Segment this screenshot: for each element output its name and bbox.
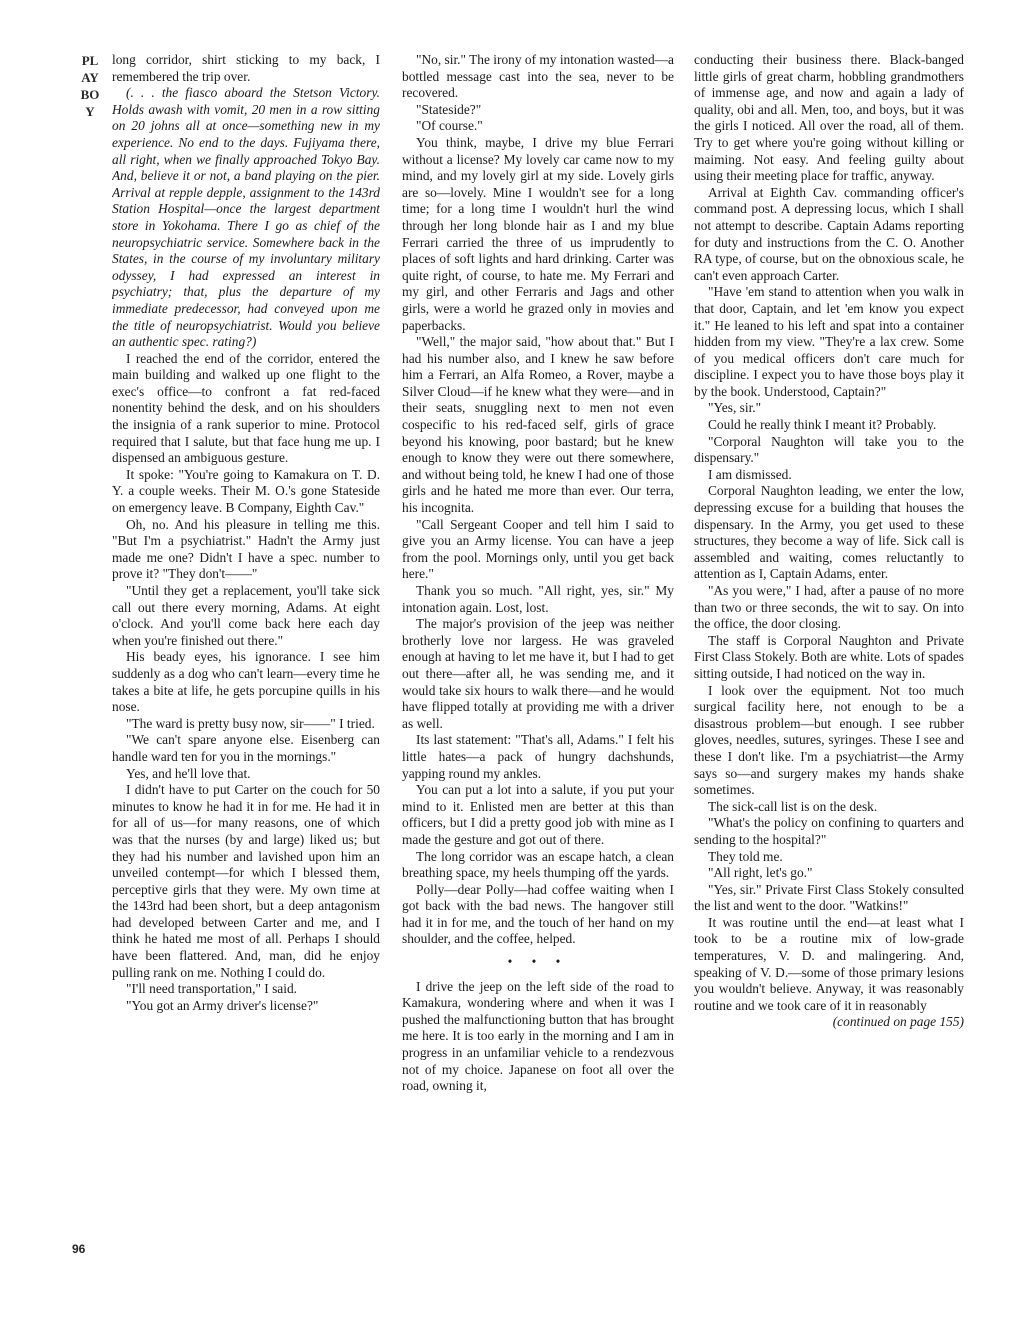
paragraph: "Call Sergeant Cooper and tell him I said to give you an Army license. You can have a jeep from the pool. Mornings only, until you get back here." [402,516,674,582]
masthead-vertical: PLAYBOY [80,53,100,119]
paragraph: "All right, let's go." [708,865,813,881]
paragraph: I reached the end of the corridor, entered the main building and walked up one flight to the exec's office—to confront a fat red-faced nonentity behind the desk, and on his shoulders the insignia of a rank superior to mine. Protocol required that I salute, but that face hung me up. I dispensed an ambiguous gesture. [112,350,380,466]
paragraph: Its last statement: "That's all, Adams." I felt his little hates—a pack of hungry dachshunds, yapping round my ankles. [402,732,674,781]
paragraph: conducting their business there. Black-banged little girls of great charm, hobbling grandmothers of immense age, and now and again a lady of quality, obi and all. Men, too, and boys, but it was the girls I noticed. All over the road, all of them. Try to get where you're going without killing or maiming. Not easy. And feeling guilty about using their meeting place for traffic, anyway. [694,52,964,184]
paragraph: Thank you so much. "All right, yes, sir." My intonation again. Lost, lost. [402,583,674,615]
paragraph: "I'll need transportation," I said. [126,981,298,997]
paragraph: The major's provision of the jeep was neither brotherly love nor largess. He was graveled enough at having to let me have it, but I had to get out there—after all, he was sending me, and it would take six hours to walk there—and he would have flipped totally at providing me with a driver as well. [402,616,674,731]
paragraph: "Corporal Naughton will take you to the dispensary." [694,433,964,466]
text-column-3 [694,52,964,1272]
paragraph: His beady eyes, his ignorance. I see him suddenly as a dog who can't learn—every time he takes a bite at life, he gets porcupine quills in his nose. [112,649,380,715]
paragraph: "Yes, sir." [708,400,762,416]
paragraph: (. . . the fiasco aboard the Stetson Victory. Holds awash with vomit, 20 men in a row sitting on 20 johns all at once—something new in my experience. No end to the days. Fujiyama there, all right, when we finally approached Tokyo Bay. And, believe it or not, a band playing on the pier. Arrival at repple depple, assignment to the 143rd Station Hospital—once the largest department store in Yokohama. There I go as chief of the neuropsychiatric service. Somewhere back in the States, in the course of my involuntary military odyssey, I had expressed an interest in psychiatry; that, plus the departure of my immediate predecessor, had conveyed upon me the title of neuropsychiatrist. Would you believe an authentic spec. rating?) [112,85,380,350]
paragraph: I am dismissed. [708,466,792,482]
paragraph: The sick-call list is on the desk. [708,798,878,814]
paragraph: "No, sir." The irony of my intonation wasted—a bottled message cast into the sea, never to be recovered. [402,52,674,101]
paragraph: Oh, no. And his pleasure in telling me this. "But I'm a psychiatrist." Hadn't the Army just made me one? Didn't I have a spec. number to prove it? "They don't——" [112,516,380,582]
paragraph: "You got an Army driver's license?" [126,997,319,1013]
paragraph: "As you were," I had, after a pause of no more than two or three seconds, the wit to say. On into the office, the door closing. [694,583,964,632]
paragraph: They told me. [708,848,783,864]
paragraph: "Yes, sir." Private First Class Stokely consulted the list and went to the door. "Watkins!" [694,881,964,914]
paragraph: "Of course." [416,118,483,134]
paragraph: "We can't spare anyone else. Eisenberg can handle ward ten for you in the mornings." [112,732,380,764]
paragraph: "The ward is pretty busy now, sir——" I tried. [126,715,375,731]
paragraph: "What's the policy on confining to quarters and sending to the hospital?" [694,815,964,847]
paragraph: I didn't have to put Carter on the couch for 50 minutes to know he had it in for me. He had it in for all of us—for many reasons, one of which was that the nurses (by and large) liked us; but they had his number and lavished upon him an unveiled contempt—for which I blessed them, perceptive girls that they were. My own time at the 143rd had been short, but a deep antagonism had developed between Carter and me, and I think he hated me most of all. Perhaps I should have been flattered. And, man, did he enjoy pulling rank on me. Nothing I could do. [112,782,380,980]
text-column-2 [402,52,674,1272]
paragraph: Yes, and he'll love that. [126,765,251,781]
paragraph: long corridor, shirt sticking to my back, I remembered the trip over. [112,52,380,84]
paragraph: "Well," the major said, "how about that." But I had his number also, and I knew he saw before him a Ferrari, an Alfa Romeo, a Rover, maybe a Silver Cloud—if he knew what they were—and in their seats, snuggling next to men not even cospecific to his red-faced self, girls of grace beyond his knowing, poor bastard; but he knew enough to know they were out there somewhere, and without being told, he knew I had one of those girls and he hated me more than ever. Our terra, his incognita. [402,334,674,516]
paragraph: Polly—dear Polly—had coffee waiting when I got back with the bad news. The hangover still had it in for me, and the touch of her hand on my shoulder, and the coffee, helped. [402,881,674,947]
paragraph: I look over the equipment. Not too much surgical facility here, not enough to be a disastrous problem—but enough. I see rubber gloves, needles, sutures, syringes. These I see and these I don't like. I'm a psychiatrist—the Army says so—and surgery makes my hands shake sometimes. [694,682,964,798]
page-number: 96 [72,1242,86,1256]
paragraph: Arrival at Eighth Cav. commanding officer's command post. A depressing locus, which I shall not attempt to describe. Captain Adams reporting for duty and instructions from the C. O. Another RA type, of course, but on the obnoxious scale, he can't even approach Carter. [694,184,964,283]
paragraph: "Stateside?" [416,101,482,117]
paragraph: It spoke: "You're going to Kamakura on T. D. Y. a couple weeks. Their M. O.'s gone Stateside on emergency leave. B Company, Eighth Cav." [112,466,380,516]
paragraph: The staff is Corporal Naughton and Private First Class Stokely. Both are white. Lots of spades sitting outside, I had noticed on the way in. [694,632,964,681]
paragraph: "Until they get a replacement, you'll take sick call out there every morning, Adams. At eight o'clock. And you'll come back here each day when you're finished out there." [112,583,380,648]
text-column-1 [112,52,380,1272]
paragraph: Corporal Naughton leading, we enter the low, depressing excuse for a building that houses the dispensary. In the Army, you get used to these structures, they become a way of life. Sick call is assembled and waiting, comes reluctantly to attention as I, Captain Adams, enter. [694,483,964,582]
paragraph: It was routine until the end—at least what I took to be a routine mix of low-grade temperatures, V. D. and malingering. And, speaking of V. D.—some of those primary lesions you wouldn't believe. Anyway, it was reasonably routine and we took care of it in reasonably [694,914,964,1013]
paragraph: The long corridor was an escape hatch, a clean breathing space, my heels thumping off the yards. [402,848,674,881]
paragraph: You think, maybe, I drive my blue Ferrari without a license? My lovely car came now to my mind, and my lovely girl at my side. Lovely girls are so—lovely. Mine I wouldn't see for a long time; for a long time I wouldn't hurl the wind through her long blonde hair as I and my blue Ferrari carried the three of us imprudently to places of soft lights and hard drinking. Carter was quite right, of course, to hate me. My Ferrari and my girl, and other Ferraris and Jags and other girls, were a world he grazed only in movies and paperbacks. [402,134,674,333]
paragraph: I drive the jeep on the left side of the road to Kamakura, wondering where and when it was I pushed the malfunctioning button that has brought me here. It is too early in the morning and I am in progress in an unfamiliar vehicle to a rendezvous not of my choice. Japanese on foot all over the road, owning it, [402,978,674,1094]
paragraph: "Have 'em stand to attention when you walk in that door, Captain, and let 'em know you expect it." He leaned to his left and spat into a container hidden from my view. "They're a lax crew. Some of you medical officers don't care much for discipline. I expect you to have those boys play it by the book. Understood, Captain?" [694,284,964,399]
paragraph: • • • [507,954,569,970]
paragraph: You can put a lot into a salute, if you put your mind to it. Enlisted men are better at this than officers, but I did a pretty good job with mine as I made the gesture and got out of there. [402,782,674,847]
paragraph: (continued on page 155) [832,1014,964,1030]
paragraph: Could he really think I meant it? Probably. [708,417,937,433]
